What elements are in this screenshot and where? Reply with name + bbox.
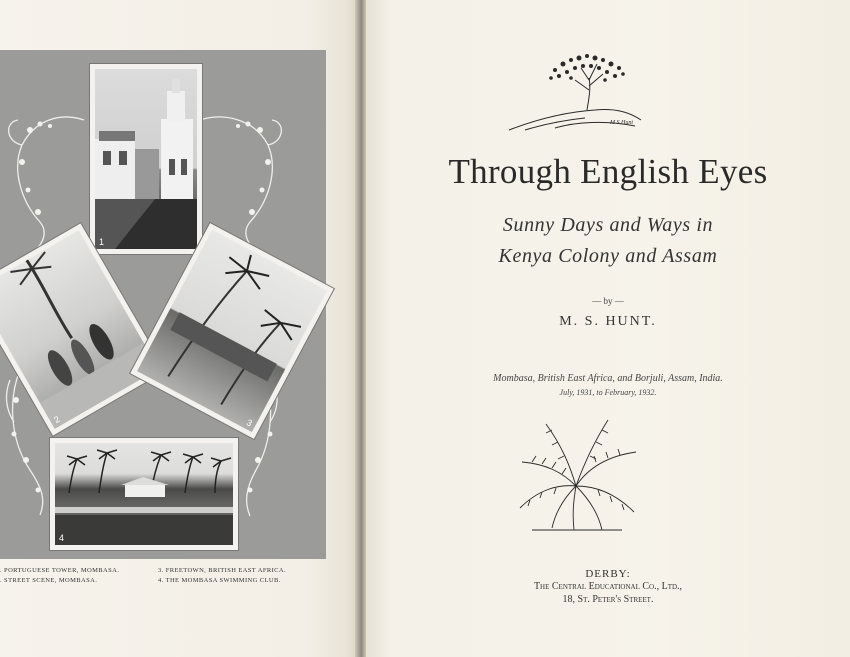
photo-number: 1: [99, 237, 105, 247]
publisher-name: The Central Educational Co., Ltd.,: [533, 581, 683, 592]
place-line-1: Mombasa, British East Africa, and Borjuli, Assam, India.: [493, 373, 723, 384]
book-title: Through English Eyes: [448, 152, 768, 191]
caption-4: 4. THE MOMBASA SWIMMING CLUB.: [158, 577, 281, 584]
subtitle-line-2: Kenya Colony and Assam: [498, 245, 718, 267]
place-line-2: July, 1931, to February, 1932.: [559, 388, 657, 397]
publisher-address: 18, St. Peter's Street.: [562, 594, 654, 605]
caption-1: . PORTUGUESE TOWER, MOMBASA.: [0, 567, 120, 574]
photo-4-swimming-club: [50, 438, 238, 550]
subtitle-line-1: Sunny Days and Ways in: [502, 214, 714, 236]
palm-illustration-icon: [512, 412, 642, 537]
caption-column-2: [158, 566, 286, 586]
photo-number: 4: [59, 533, 65, 543]
photo-number: 3: [244, 417, 254, 429]
photo-plate: [0, 50, 326, 559]
photo-number: 2: [52, 413, 62, 426]
caption-3: 3. FREETOWN, BRITISH EAST AFRICA.: [158, 567, 286, 574]
left-page: [0, 0, 360, 657]
caption-column-1: [0, 566, 119, 586]
by-line: — by —: [592, 296, 624, 306]
publisher-city: DERBY:: [585, 568, 631, 580]
illustrator-signature: M S Hunt: [610, 120, 633, 126]
photo-1-portuguese-tower: [90, 64, 202, 254]
author-name: M. S. HUNT.: [559, 314, 657, 329]
caption-2: . STREET SCENE, MOMBASA.: [0, 577, 98, 584]
